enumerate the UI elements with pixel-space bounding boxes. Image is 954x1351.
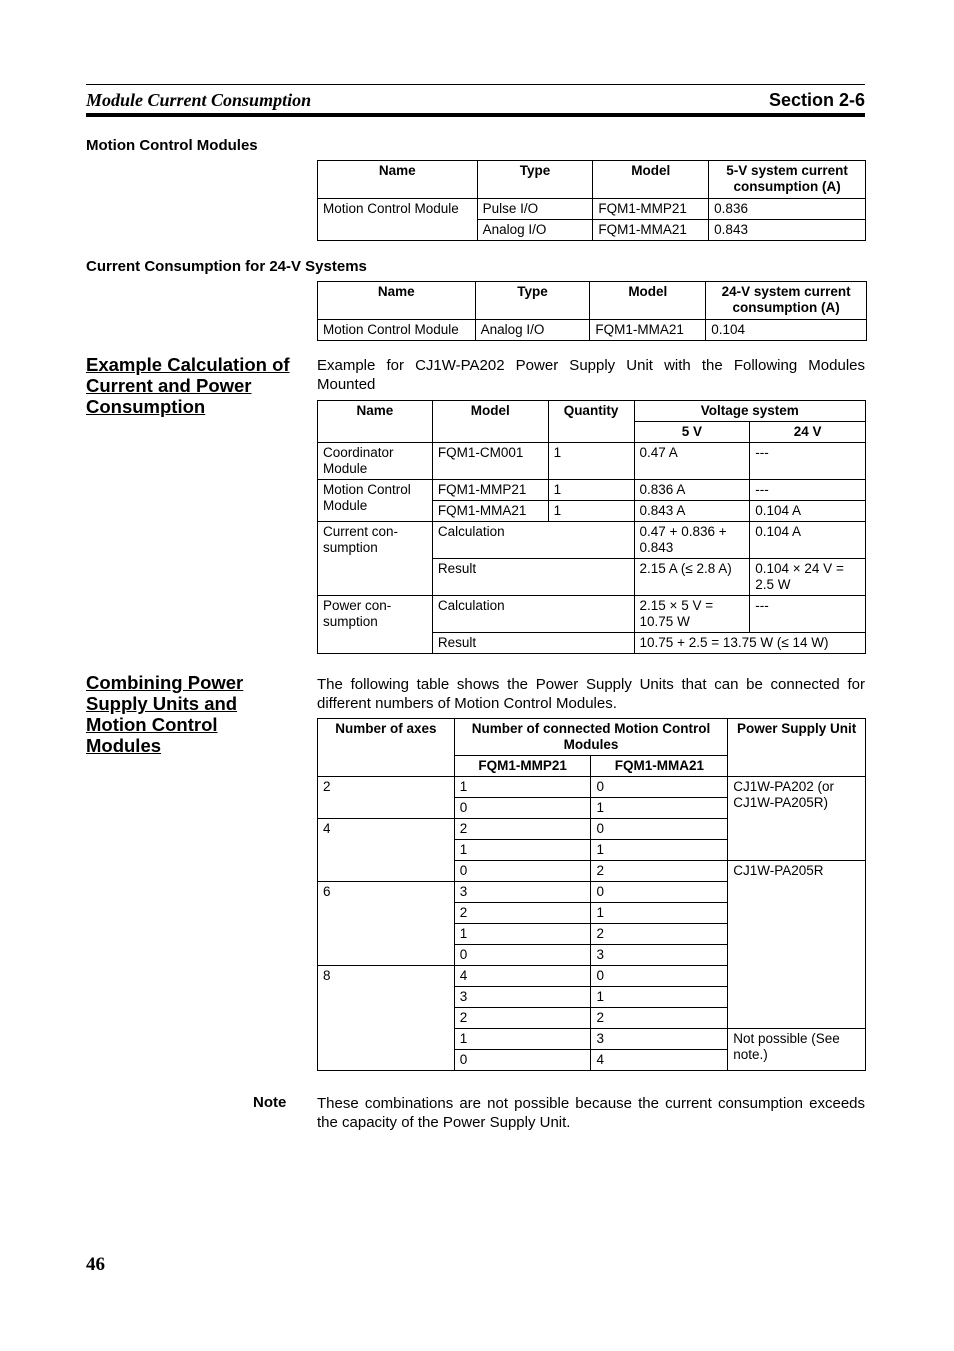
cell: 2 bbox=[454, 819, 591, 840]
cell-name: Motion Control Module bbox=[318, 320, 476, 341]
col-header-mmp21: FQM1-MMP21 bbox=[454, 756, 591, 777]
col-header-quantity: Quantity bbox=[548, 401, 634, 443]
cell: Result bbox=[432, 633, 634, 654]
cell: 2 bbox=[591, 861, 728, 882]
col-header-24v: 24 V bbox=[750, 422, 866, 443]
cell: Motion Control Module bbox=[318, 480, 433, 522]
header-rule-bottom bbox=[86, 113, 865, 117]
cell-model: FQM1-MMA21 bbox=[593, 220, 709, 241]
cell-model: FQM1-MMP21 bbox=[593, 199, 709, 220]
table-row bbox=[318, 480, 866, 501]
cell: 0 bbox=[454, 1050, 591, 1071]
table-header-row bbox=[318, 719, 866, 756]
cell: 0.843 A bbox=[634, 501, 750, 522]
motion-control-5v-table bbox=[317, 160, 866, 241]
col-header: 5-V system current consumption (A) bbox=[709, 161, 866, 199]
cell: FQM1-CM001 bbox=[432, 443, 548, 480]
table-row bbox=[318, 596, 866, 633]
cell: 3 bbox=[454, 882, 591, 903]
running-header-title: Module Current Consumption bbox=[86, 90, 312, 110]
combining-heading: Combining Power Supply Units and Motion Control Modules bbox=[86, 672, 244, 756]
cell: FQM1-MMP21 bbox=[432, 480, 548, 501]
cell-psu: CJ1W-PA202 (or CJ1W-PA205R) bbox=[728, 777, 866, 861]
cell: 0.47 A bbox=[634, 443, 750, 480]
col-header-connected: Number of connected Motion Control Modules bbox=[454, 719, 727, 756]
table-row bbox=[318, 199, 866, 220]
cell-type: Analog I/O bbox=[477, 220, 593, 241]
cell-psu: Not possible (See note.) bbox=[728, 1029, 866, 1071]
col-header-psu: Power Supply Unit bbox=[728, 719, 866, 777]
cell: 2 bbox=[454, 903, 591, 924]
col-header: Type bbox=[477, 161, 593, 199]
cell-axes: 6 bbox=[318, 882, 455, 966]
cell-current: 0.104 bbox=[706, 320, 867, 341]
cell: 1 bbox=[454, 924, 591, 945]
cell-current: 0.836 bbox=[709, 199, 866, 220]
cell: 2.15 × 5 V = 10.75 W bbox=[634, 596, 750, 633]
table-header-row bbox=[318, 401, 866, 422]
running-header-section: Section 2-6 bbox=[768, 90, 865, 110]
col-header-model: Model bbox=[432, 401, 548, 443]
current-24v-table bbox=[317, 281, 867, 341]
col-header-voltage: Voltage system bbox=[634, 401, 865, 422]
cell-name: Motion Control Module bbox=[318, 199, 478, 241]
cell: 0.836 A bbox=[634, 480, 750, 501]
table-row bbox=[318, 320, 867, 341]
example-calculation-heading: Example Calculation of Current and Power Consumption bbox=[86, 354, 290, 417]
cell: 2.15 A (≤ 2.8 A) bbox=[634, 559, 750, 596]
cell: 4 bbox=[591, 1050, 728, 1071]
cell: 0.104 × 24 V = 2.5 W bbox=[750, 559, 866, 596]
cell: 1 bbox=[454, 840, 591, 861]
cell: 1 bbox=[454, 1029, 591, 1050]
cell: --- bbox=[750, 480, 866, 501]
motion-control-modules-heading: Motion Control Modules bbox=[86, 137, 258, 154]
cell: --- bbox=[750, 443, 866, 480]
table-row bbox=[318, 443, 866, 480]
cell: 1 bbox=[591, 798, 728, 819]
combining-table bbox=[317, 718, 866, 1071]
cell-axes: 4 bbox=[318, 819, 455, 882]
table-row bbox=[318, 777, 866, 798]
cell-axes: 2 bbox=[318, 777, 455, 819]
cell: 3 bbox=[591, 1029, 728, 1050]
cell: 0 bbox=[591, 882, 728, 903]
page-number: 46 bbox=[86, 1254, 105, 1275]
cell: Calculation bbox=[432, 522, 634, 559]
cell: 1 bbox=[591, 987, 728, 1008]
note-text: These combinations are not possible because the current consumption exceeds the capacity of the Power Supply Unit. bbox=[317, 1095, 865, 1131]
cell-model: FQM1-MMA21 bbox=[590, 320, 706, 341]
table-header-row bbox=[318, 161, 866, 199]
col-header-axes: Number of axes bbox=[318, 719, 455, 777]
table-row bbox=[318, 522, 866, 559]
cell: FQM1-MMA21 bbox=[432, 501, 548, 522]
cell: 1 bbox=[548, 443, 634, 480]
cell: 1 bbox=[548, 480, 634, 501]
cell: Result bbox=[432, 559, 634, 596]
cell-axes: 8 bbox=[318, 966, 455, 1071]
cell-psu: CJ1W-PA205R bbox=[728, 861, 866, 1029]
col-header: Model bbox=[593, 161, 709, 199]
cell: 4 bbox=[454, 966, 591, 987]
cell: 0.47 + 0.836 + 0.843 bbox=[634, 522, 750, 559]
cell: 3 bbox=[454, 987, 591, 1008]
cell: 1 bbox=[591, 840, 728, 861]
col-header: Name bbox=[318, 161, 478, 199]
col-header: Name bbox=[318, 282, 476, 320]
cell: 1 bbox=[548, 501, 634, 522]
cell: 0.104 A bbox=[750, 522, 866, 559]
cell: 2 bbox=[454, 1008, 591, 1029]
cell: 1 bbox=[591, 903, 728, 924]
cell: 2 bbox=[591, 1008, 728, 1029]
cell: Power con-sumption bbox=[318, 596, 433, 654]
cell: 0.104 A bbox=[750, 501, 866, 522]
note-label: Note bbox=[253, 1094, 287, 1111]
header-rule-top bbox=[86, 84, 865, 85]
cell: Calculation bbox=[432, 596, 634, 633]
cell: 10.75 + 2.5 = 13.75 W (≤ 14 W) bbox=[634, 633, 865, 654]
table-header-row bbox=[318, 282, 867, 320]
cell: 3 bbox=[591, 945, 728, 966]
cell: 0 bbox=[454, 945, 591, 966]
cell: 0 bbox=[591, 819, 728, 840]
cell: Coordinator Module bbox=[318, 443, 433, 480]
example-calculation-table bbox=[317, 400, 866, 654]
cell-type: Analog I/O bbox=[475, 320, 590, 341]
col-header: 24-V system current consumption (A) bbox=[706, 282, 867, 320]
cell: 2 bbox=[591, 924, 728, 945]
cell: 0 bbox=[591, 777, 728, 798]
cell: 0 bbox=[591, 966, 728, 987]
combining-intro: The following table shows the Power Supply Units that can be connected for different numbers of Motion Control Modules. bbox=[317, 676, 865, 712]
col-header: Model bbox=[590, 282, 706, 320]
cell: Current con-sumption bbox=[318, 522, 433, 596]
cell-current: 0.843 bbox=[709, 220, 866, 241]
cell: 0 bbox=[454, 798, 591, 819]
cell: 1 bbox=[454, 777, 591, 798]
cell: --- bbox=[750, 596, 866, 633]
current-24v-heading: Current Consumption for 24-V Systems bbox=[86, 258, 367, 275]
col-header-name: Name bbox=[318, 401, 433, 443]
example-intro: Example for CJ1W-PA202 Power Supply Unit with the Following Modules Mounted bbox=[317, 357, 865, 393]
col-header-5v: 5 V bbox=[634, 422, 750, 443]
cell-type: Pulse I/O bbox=[477, 199, 593, 220]
col-header: Type bbox=[475, 282, 590, 320]
cell: 0 bbox=[454, 861, 591, 882]
col-header-mma21: FQM1-MMA21 bbox=[591, 756, 728, 777]
